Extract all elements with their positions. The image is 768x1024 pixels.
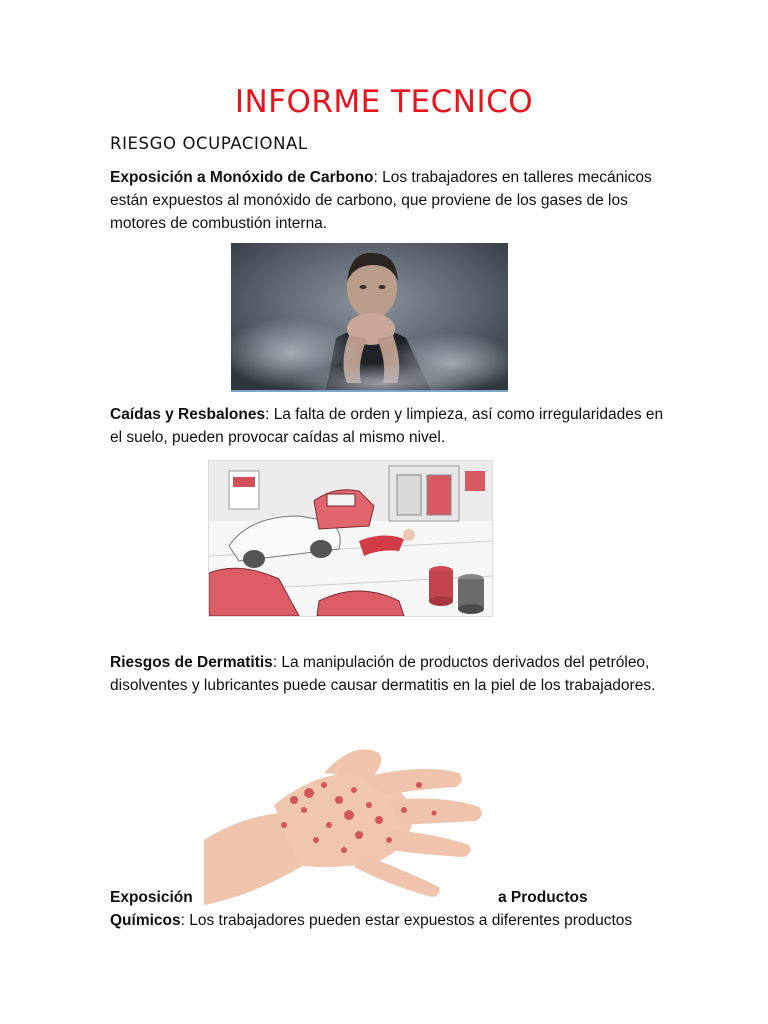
section-dermatitis-heading: Riesgos de Dermatitis	[110, 654, 273, 671]
section-dermatitis-paragraph	[110, 651, 670, 697]
dermatitis-hand-photo	[204, 745, 494, 905]
chemical-heading-left: Exposición	[110, 889, 193, 906]
section-falls-paragraph	[110, 403, 670, 449]
chemical-paragraph	[110, 912, 730, 930]
section-co-heading: Exposición a Monóxido de Carbono	[110, 169, 374, 186]
section-dermatitis-text: : La manipulación de productos derivados del petróleo, disolventes y lubricantes puede causar dermatitis en la piel de los trabajadores.	[110, 654, 656, 694]
chemical-text: : Los trabajadores pueden estar expuestos a diferentes productos	[180, 912, 633, 929]
chemical-heading-right: a Productos	[498, 889, 588, 906]
section-falls-text: : La falta de orden y limpieza, así como irregularidades en el suelo, pueden provocar caídas al mismo nivel.	[110, 406, 664, 446]
carbon-monoxide-photo	[231, 243, 508, 392]
section-co-paragraph	[110, 166, 670, 235]
page-title: INFORME TECNICO	[234, 84, 534, 120]
section-co-text: : Los trabajadores en talleres mecánicos están expuestos al monóxido de carbono, que proviene de los gases de los motores de combustión interna.	[110, 169, 652, 232]
garage-illustration	[208, 460, 493, 617]
chemical-heading-line2: Químicos	[110, 912, 181, 929]
page-subtitle: RIESGO OCUPACIONAL	[110, 134, 308, 153]
section-falls-heading: Caídas y Resbalones	[110, 406, 266, 423]
